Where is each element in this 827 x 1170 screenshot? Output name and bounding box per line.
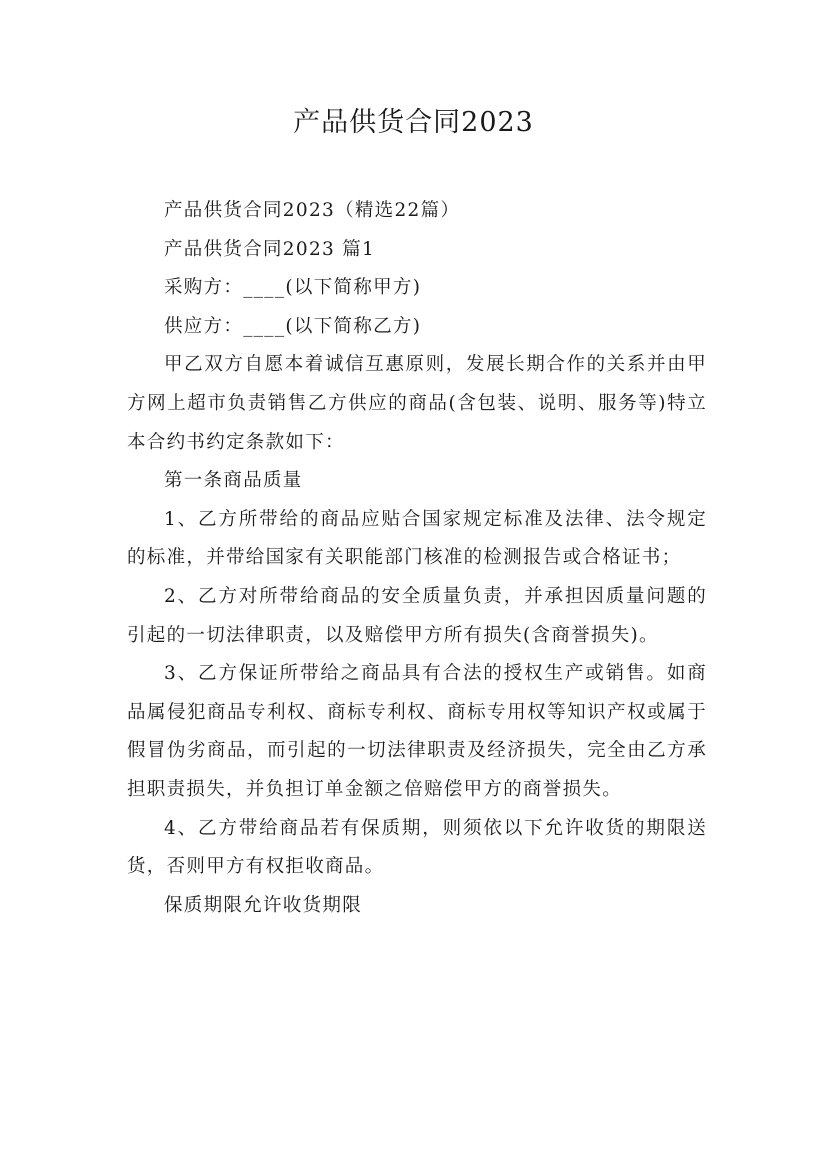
paragraph-heading-collection: 产品供货合同2023（精选22篇）	[164, 200, 461, 221]
paragraph-supplier: 供应方：____(以下简称乙方)	[164, 315, 422, 337]
paragraph-clause-2: 2、乙方对所带给商品的安全质量负责，并承担因质量问题的引起的一切法律职责，以及赔偿甲方所有损失(含商誉损失)。	[127, 585, 707, 646]
paragraph-clause-1: 1、乙方所带给的商品应贴合国家规定标准及法律、法令规定的标准，并带给国家有关职能部门核准的检测报告或合格证书；	[127, 508, 707, 569]
document-title: 产品供货合同2023	[293, 107, 534, 138]
paragraph-shelf-life-table-header: 保质期限允许收货期限	[164, 894, 363, 916]
paragraph-clause-4: 4、乙方带给商品若有保质期，则须依以下允许收货的期限送货，否则甲方有权拒收商品。	[127, 817, 707, 878]
paragraph-preamble: 甲乙双方自愿本着诚信互惠原则，发展长期合作的关系并由甲方网上超市负责销售乙方供应的商品(含包装、说明、服务等)特立本合约书约定条款如下：	[127, 354, 707, 453]
document-body	[127, 192, 707, 925]
paragraph-clause-3: 3、乙方保证所带给之商品具有合法的授权生产或销售。如商品属侵犯商品专利权、商标专利权、商标专用权等知识产权或属于假冒伪劣商品，而引起的一切法律职责及经济损失，完全由乙方承担职责损失，并负担订单金额之倍赔偿甲方的商誉损失。	[127, 663, 707, 800]
paragraph-buyer: 采购方：____(以下简称甲方)	[164, 277, 422, 299]
paragraph-heading-part1: 产品供货合同2023 篇1	[164, 238, 376, 260]
paragraph-article-1-heading: 第一条商品质量	[164, 470, 303, 492]
